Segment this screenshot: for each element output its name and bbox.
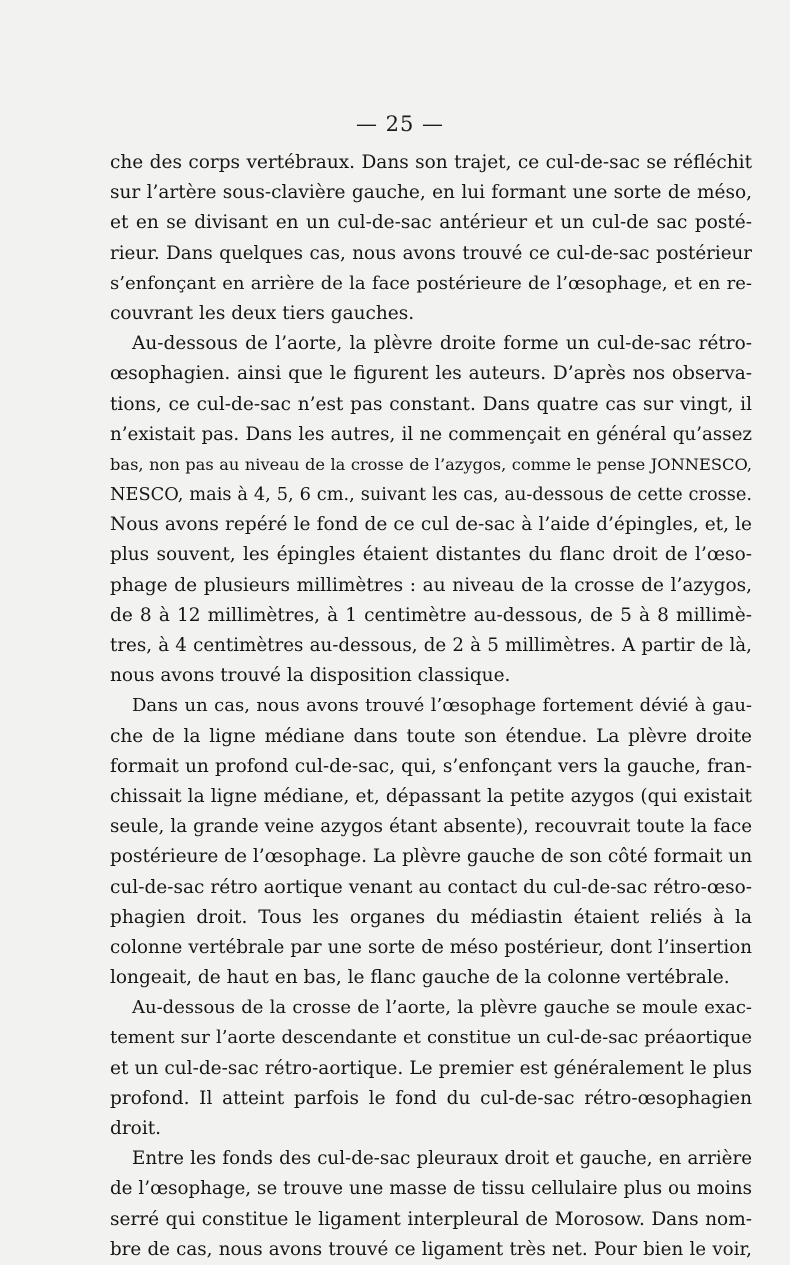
- page-edge: [790, 0, 800, 1265]
- text-line: s’enfonçant en arrière de la face postérieure de l’œsophage, et en re-: [110, 272, 752, 294]
- text-line: profond. Il atteint parfois le fond du cul-de-sac rétro-œsophagien: [110, 1087, 752, 1109]
- text-line: sur l’artère sous-clavière gauche, en lui formant une sorte de méso,: [110, 182, 752, 204]
- text-line: nous avons trouvé la disposition classique.: [110, 665, 511, 687]
- text-line: couvrant les deux tiers gauches.: [110, 302, 415, 324]
- text-line: che des corps vertébraux. Dans son trajet, ce cul-de-sac se réfléchit: [110, 152, 752, 173]
- text-line: de 8 à 12 millimètres, à 1 centimètre au-dessous, de 5 à 8 millimè-: [110, 604, 752, 626]
- text-line: Au-dessous de l’aorte, la plèvre droite forme un cul-de-sac rétro-: [132, 333, 752, 355]
- text-line: tres, à 4 centimètres au-dessous, de 2 à 5 millimètres. A partir de là,: [110, 635, 752, 656]
- text-line: NESCO, mais à 4, 5, 6 cm., suivant les cas, au-dessous de cette crosse.: [110, 485, 752, 506]
- text-line: tions, ce cul-de-sac n’est pas constant. Dans quatre cas sur vingt, il: [110, 393, 752, 415]
- text-line: œsophagien. ainsi que le figurent les auteurs. D’après nos observa-: [110, 363, 752, 385]
- text-line: et en se divisant en un cul-de-sac antérieur et un cul-de sac posté-: [110, 212, 752, 234]
- text-line: de l’œsophage, se trouve une masse de tissu cellulaire plus ou moins: [110, 1178, 752, 1200]
- text-line: et un cul-de-sac rétro-aortique. Le premier est généralement le plus: [110, 1057, 752, 1079]
- text-line: che de la ligne médiane dans toute son étendue. La plèvre droite: [110, 725, 752, 747]
- text-line: bas, non pas au niveau de la crosse de l’azygos, comme le pense JONNESCO,: [110, 454, 752, 474]
- text-line: chissait la ligne médiane, et, dépassant la petite azygos (qui existait: [110, 785, 752, 807]
- text-line: longeait, de haut en bas, le flanc gauche de la colonne vertébrale.: [110, 967, 730, 989]
- page-number: — 25 —: [355, 112, 445, 136]
- text-line: Au-dessous de la crosse de l’aorte, la plèvre gauche se moule exac-: [132, 997, 752, 1019]
- text-line: serré qui constitue le ligament interpleural de Morosow. Dans nom-: [110, 1208, 752, 1230]
- text-line: tement sur l’aorte descendante et constitue un cul-de-sac préaortique: [110, 1027, 752, 1049]
- text-line: cul-de-sac rétro aortique venant au contact du cul-de-sac rétro-œso-: [110, 876, 752, 898]
- text-line: phagien droit. Tous les organes du médiastin étaient reliés à la: [110, 906, 752, 928]
- text-line: droit.: [110, 1118, 162, 1139]
- text-line: formait un profond cul-de-sac, qui, s’enfonçant vers la gauche, fran-: [110, 755, 752, 777]
- text-line: Entre les fonds des cul-de-sac pleuraux droit et gauche, en arrière: [132, 1148, 752, 1170]
- body-text: [110, 148, 752, 1265]
- text-line: Dans un cas, nous avons trouvé l’œsophage fortement dévié à gau-: [132, 695, 752, 717]
- text-line: phage de plusieurs millimètres : au niveau de la crosse de l’azygos,: [110, 574, 752, 596]
- text-line: colonne vertébrale par une sorte de méso postérieur, dont l’insertion: [110, 936, 752, 958]
- text-line: plus souvent, les épingles étaient distantes du flanc droit de l’œso-: [110, 544, 752, 566]
- text-line: bre de cas, nous avons trouvé ce ligament très net. Pour bien le voir,: [110, 1238, 752, 1260]
- text-line: n’existait pas. Dans les autres, il ne commençait en général qu’assez: [110, 423, 752, 445]
- text-line: Nous avons repéré le fond de ce cul de-sac à l’aide d’épingles, et, le: [110, 514, 752, 536]
- text-line: postérieure de l’œsophage. La plèvre gauche de son côté formait un: [110, 846, 753, 868]
- text-line: rieur. Dans quelques cas, nous avons trouvé ce cul-de-sac postérieur: [110, 242, 752, 264]
- text-line: seule, la grande veine azygos étant absente), recouvrait toute la face: [110, 816, 752, 838]
